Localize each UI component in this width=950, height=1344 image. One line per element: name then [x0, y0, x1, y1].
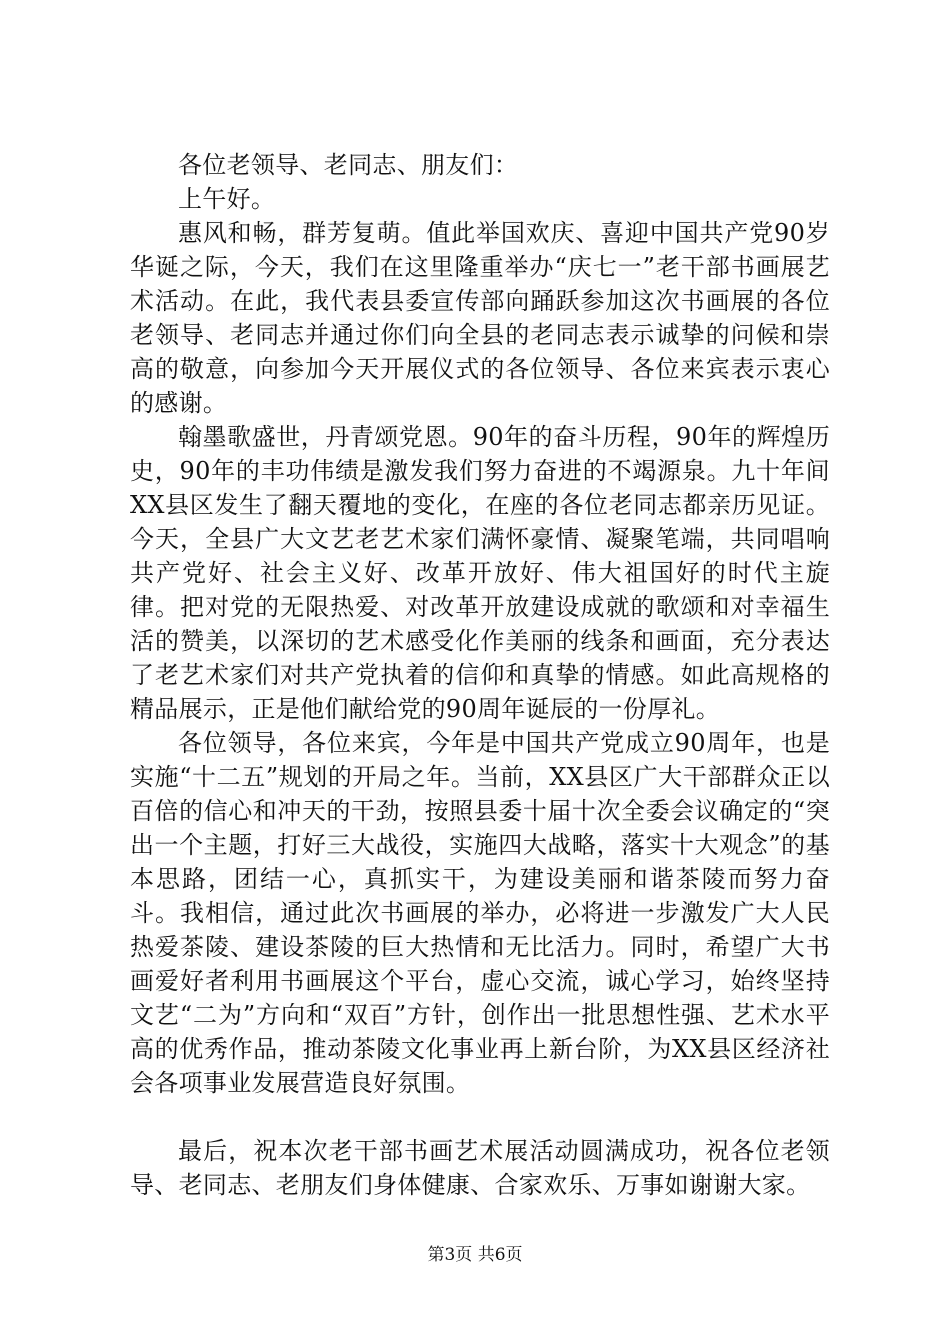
paragraph-history: 翰墨歌盛世，丹青颂党恩。90年的奋斗历程，90年的辉煌历史，90年的丰功伟绩是激发我们努力奋进的不竭源泉。九十年间XX县区发生了翻天覆地的变化，在座的各位老同志都亲历见证。今天，全县广大文艺老艺术家们满怀豪情、凝聚笔端，共同唱响共产党好、社会主义好、改革开放好、伟大祖国好的时代主旋律。把对党的无限热爱、对改革开放建设成就的歌颂和对幸福生活的赞美，以深切的艺术感受化作美丽的线条和画面，充分表达了老艺术家们对共产党执着的信仰和真挚的情感。如此高规格的精品展示，正是他们献给党的90周年诞辰的一份厚礼。 [130, 423, 830, 723]
page-footer [0, 1244, 950, 1266]
paragraph-closing: 最后，祝本次老干部书画艺术展活动圆满成功，祝各位老领导、老同志、老朋友们身体健康、合家欢乐、万事如谢谢大家。 [130, 1137, 830, 1199]
page-number: 第3页 [427, 1245, 473, 1265]
document-body [130, 148, 830, 1202]
paragraph-opening: 惠风和畅，群芳复萌。值此举国欢庆、喜迎中国共产党90岁华诞之际，今天，我们在这里隆重举办“庆七一”老干部书画展艺术活动。在此，我代表县委宣传部向踊跃参加这次书画展的各位老领导、老同志并通过你们向全县的老同志表示诚挚的问候和崇高的敬意，向参加今天开展仪式的各位领导、各位来宾表示衷心的感谢。 [130, 219, 830, 417]
salutation: 各位老领导、老同志、朋友们： [178, 151, 519, 179]
page-total: 共6页 [477, 1245, 523, 1265]
paragraph-outlook: 各位领导，各位来宾，今年是中国共产党成立90周年，也是实施“十二五”规划的开局之年。当前，XX县区广大干部群众正以百倍的信心和冲天的干劲，按照县委十届十次全委会议确定的“突出一个主题，打好三大战役，实施四大战略，落实十大观念”的基本思路，团结一心，真抓实干，为建设美丽和谐茶陵而努力奋斗。我相信，通过此次书画展的举办，必将进一步激发广大人民热爱茶陵、建设茶陵的巨大热情和无比活力。同时，希望广大书画爱好者利用书画展这个平台，虚心交流，诚心学习，始终坚持文艺“二为”方向和“双百”方针，创作出一批思想性强、艺术水平高的优秀作品，推动茶陵文化事业再上新台阶，为XX县区经济社会各项事业发展营造良好氛围。 [130, 729, 830, 1097]
greeting: 上午好。 [178, 185, 276, 213]
